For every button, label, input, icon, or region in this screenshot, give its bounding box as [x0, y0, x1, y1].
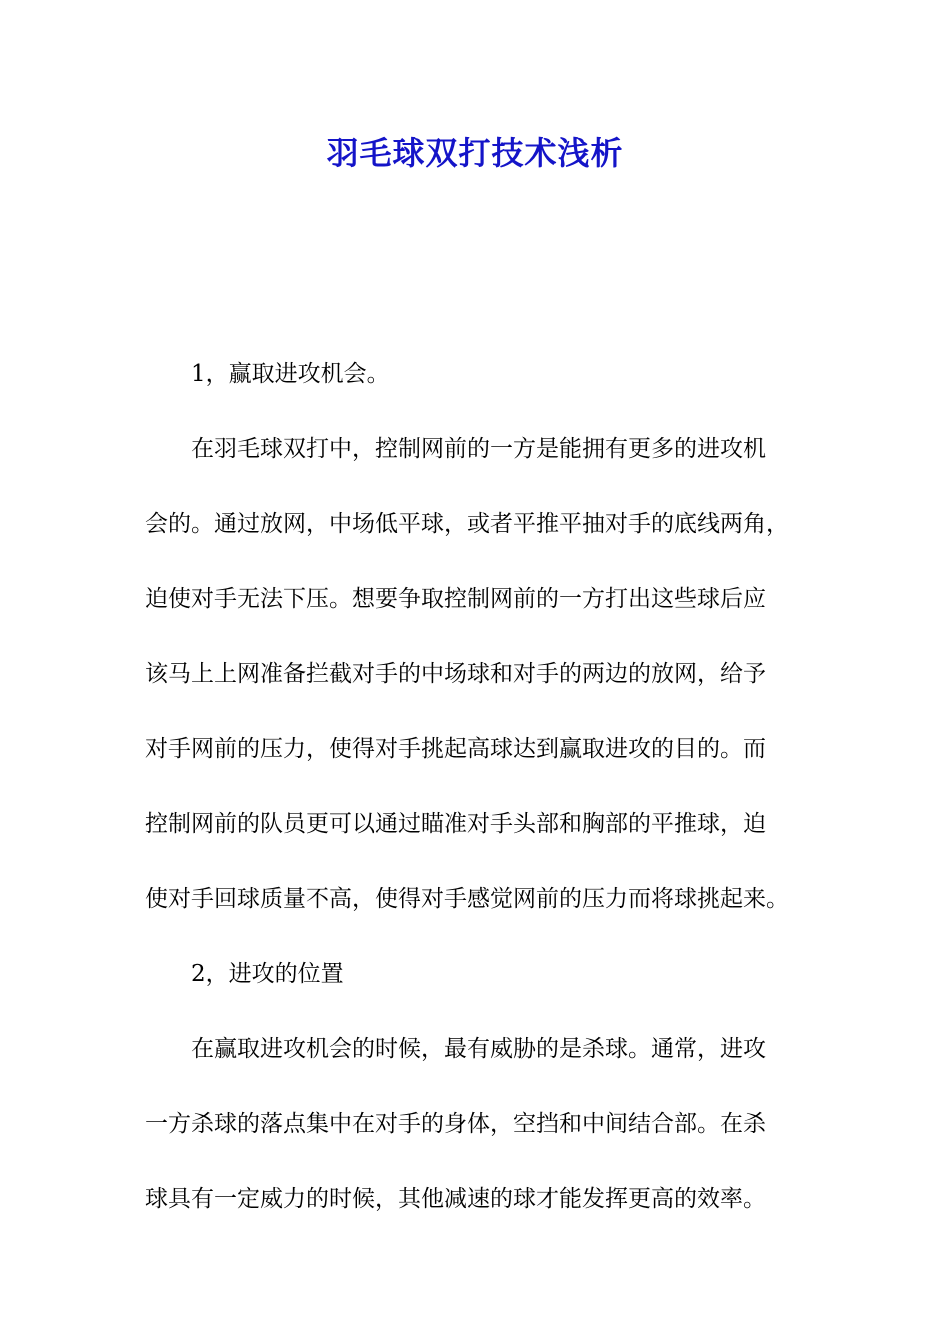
paragraph-line: 控制网前的队员更可以通过瞄准对手头部和胸部的平推球，迫 — [145, 811, 766, 837]
paragraph-line: 会的。通过放网，中场低平球，或者平推平抽对手的底线两角， — [145, 511, 789, 537]
paragraph — [145, 412, 825, 937]
paragraph — [145, 1012, 825, 1237]
paragraph-line: 使对手回球质量不高，使得对手感觉网前的压力而将球挑起来。 — [145, 886, 789, 912]
document-title: 羽毛球双打技术浅析 — [326, 134, 624, 172]
paragraph-line: 在赢取进攻机会的时候，最有威胁的是杀球。通常，进攻 — [191, 1036, 766, 1062]
section-heading: 1，赢取进攻机会。 — [191, 361, 390, 387]
section-heading: 2，进攻的位置 — [191, 961, 344, 987]
paragraph-line: 对手网前的压力，使得对手挑起高球达到赢取进攻的目的。而 — [145, 736, 766, 762]
document-body — [145, 337, 825, 1237]
paragraph-line: 在羽毛球双打中，控制网前的一方是能拥有更多的进攻机 — [191, 436, 766, 462]
paragraph-line: 球具有一定威力的时候，其他减速的球才能发挥更高的效率。 — [145, 1186, 766, 1212]
paragraph-line: 该马上上网准备拦截对手的中场球和对手的两边的放网，给予 — [145, 661, 766, 687]
paragraph-line: 一方杀球的落点集中在对手的身体，空挡和中间结合部。在杀 — [145, 1111, 766, 1137]
paragraph-line: 迫使对手无法下压。想要争取控制网前的一方打出这些球后应 — [145, 586, 766, 612]
